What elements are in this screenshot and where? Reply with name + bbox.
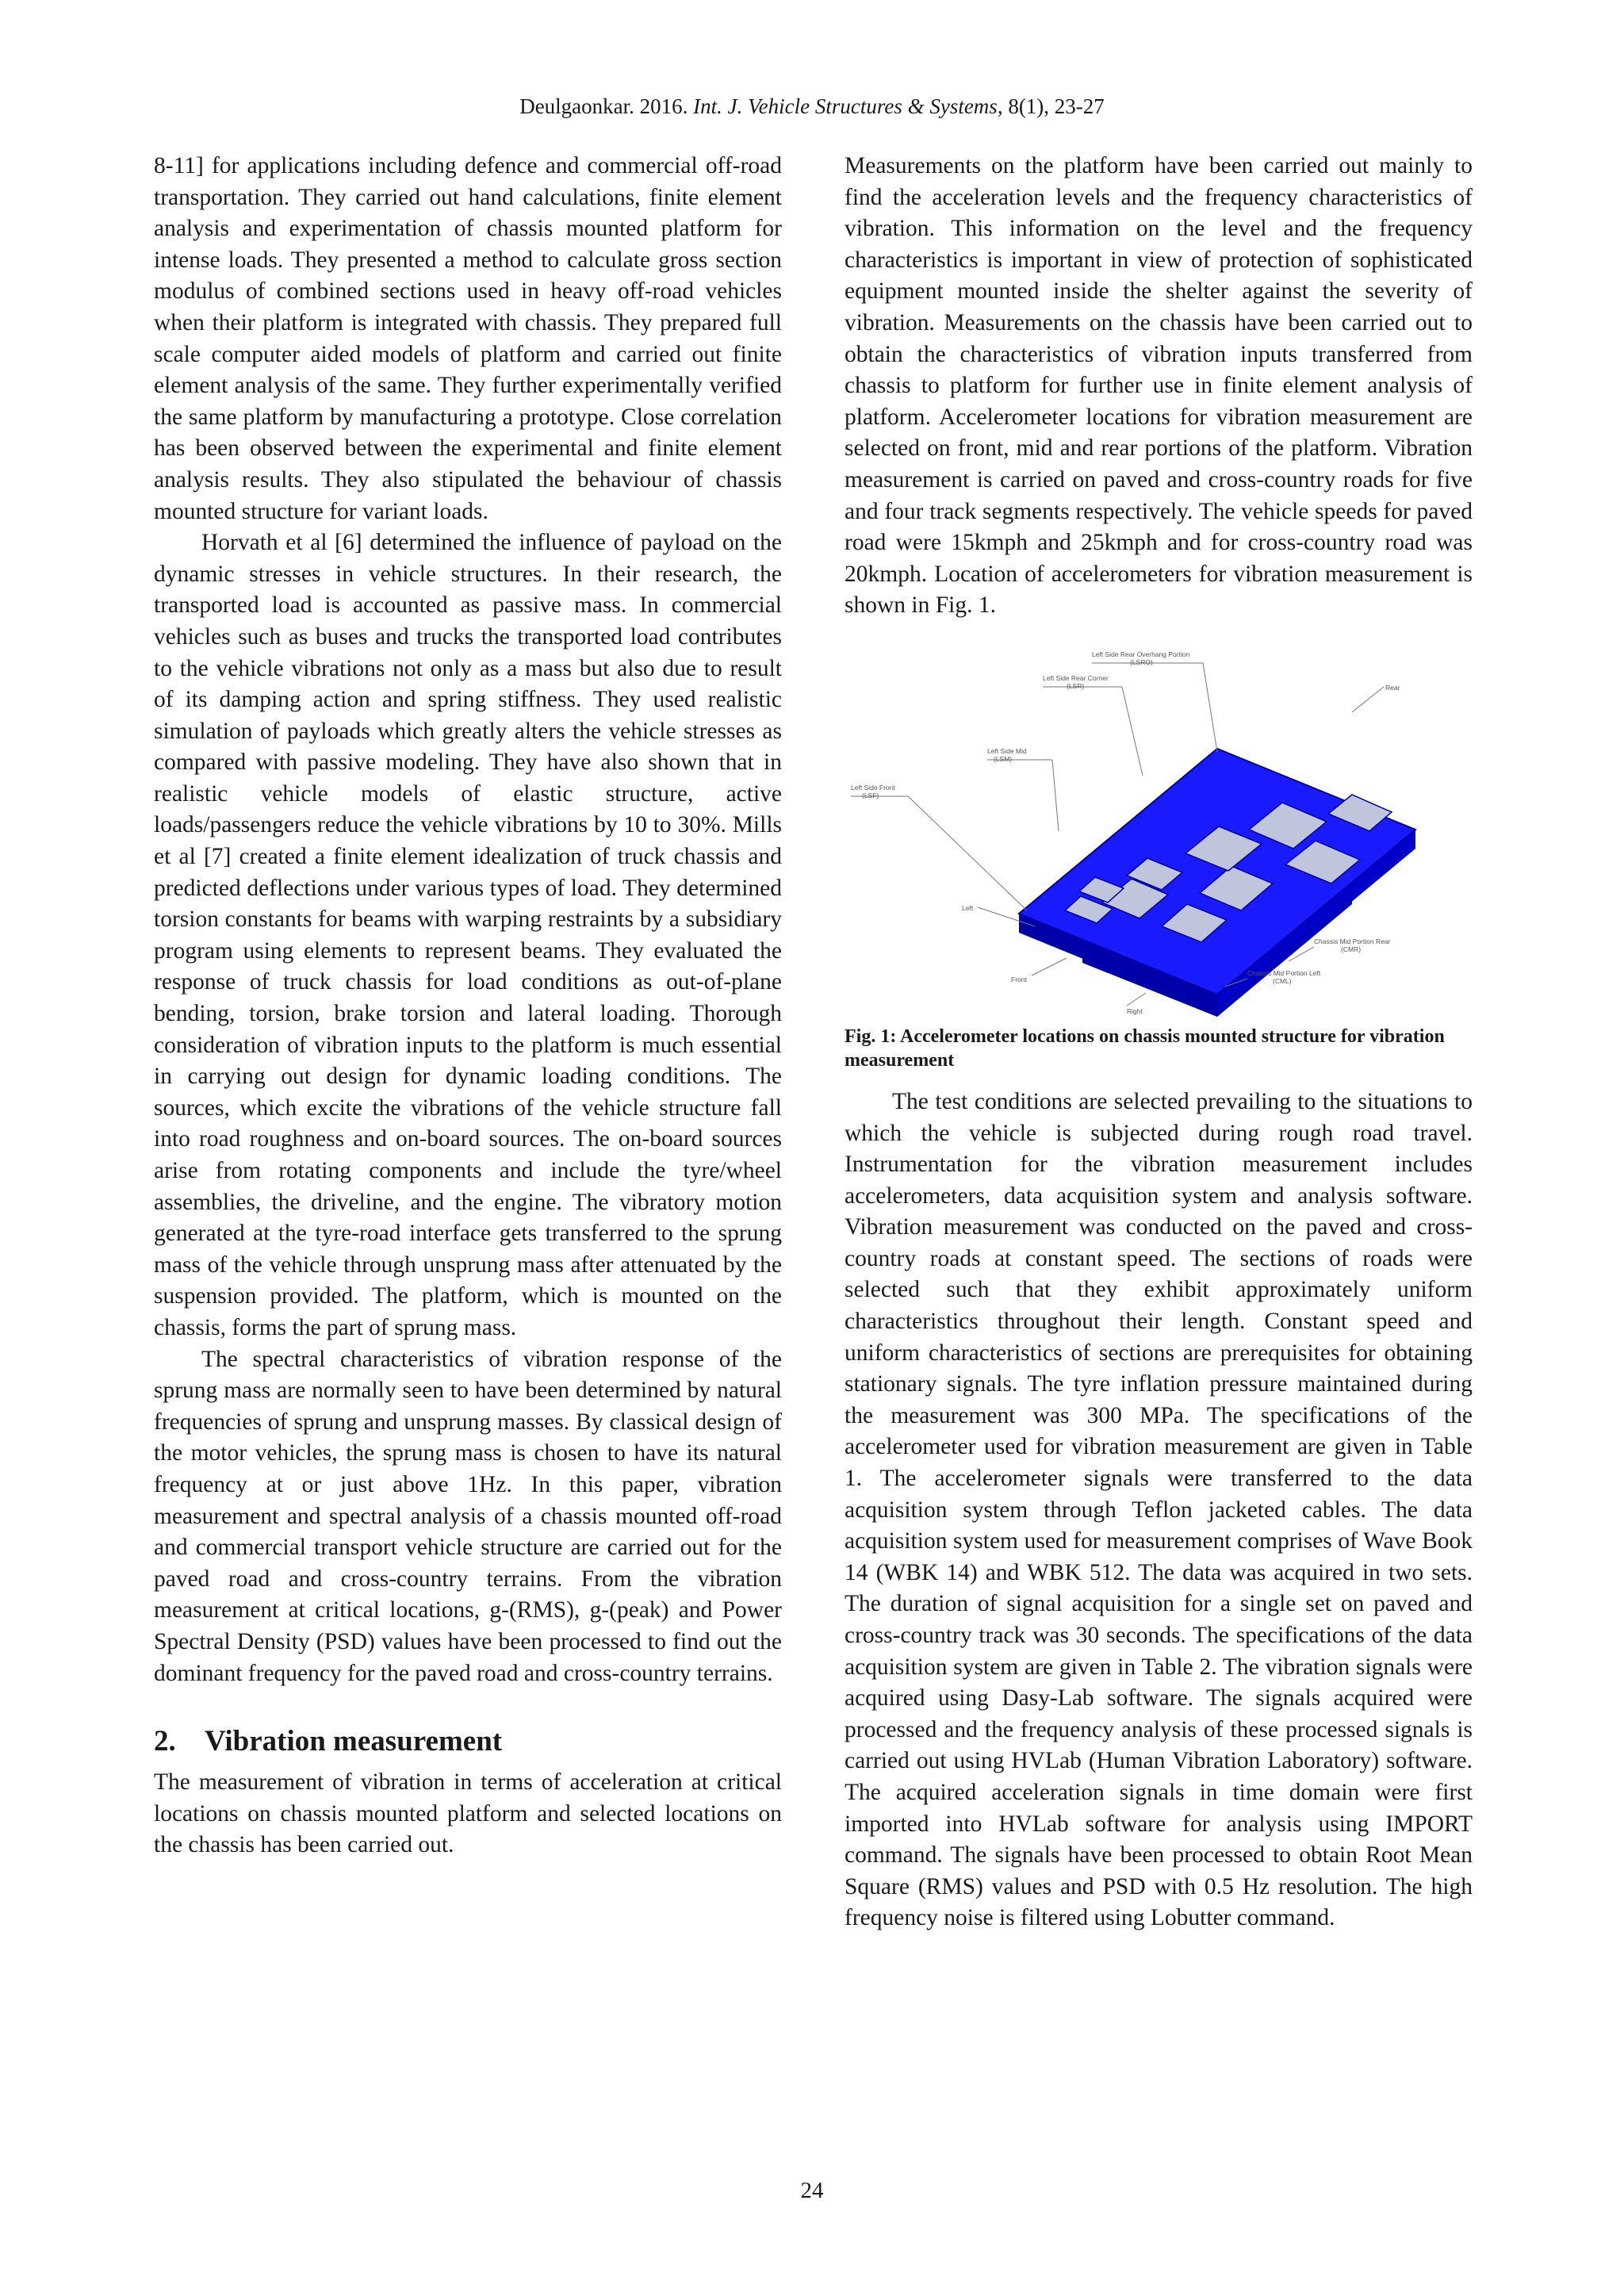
right-column [845,151,1473,1934]
label-rear: Rear [1385,683,1400,692]
section-heading [154,1724,782,1759]
label-lsm-code: (LSM) [994,754,1013,763]
label-cmr: Chassis Mid Portion Rear [1314,937,1391,945]
right-paragraph-2: The test conditions are selected prevailing to the situations to which the vehicle is subjected during rough road travel. Instrumentation for the vibration measurement includes accelerometers, data acquisition system and analysis software. Vibration measurement was conducted on the paved and cross-country roads at constant speed. The sections of roads were selected such that they exhibit approximately uniform characteristics throughout their length. Constant speed and uniform characteristics of sections are prerequisites for obtaining stationary signals. The tyre inflation pressure maintained during the measurement was 300 MPa. The specifications of the accelerometer used for vibration measurement are given in Table 1. The accelerometer signals were transferred to the data acquisition system through Teflon jacketed cables. The data acquisition system used for measurement comprises of Wave Book 14 (WBK 14) and WBK 512. The data was acquired in two sets. The duration of signal acquisition for a single set on paved and cross-country track was 30 seconds. The specifications of the data acquisition system are given in Table 2. The vibration signals were acquired using Dasy-Lab software. The signals acquired were processed and the frequency analysis of these processed signals is carried out using HVLab (Human Vibration Laboratory) software. The acquired acceleration signals in time domain were first imported into HVLab software for analysis using IMPORT command. The signals have been processed to obtain Root Mean Square (RMS) values and PSD with 0.5 Hz resolution. The high frequency noise is filtered using Lobutter command. [845,1088,1473,1931]
label-cml-code: (CML) [1273,976,1292,985]
right-paragraph-1: Measurements on the platform have been carried out mainly to find the acceleration levels and the frequency characteristics of vibration. This information on the level and the frequency characteristics is important in view of protection of sophisticated equipment mounted inside the shelter against the severity of vibration. Measurements on the chassis have been carried out to obtain the characteristics of vibration inputs transferred from chassis to platform for further use in finite element analysis of platform. Accelerometer locations for vibration measurement are selected on front, mid and rear portions of the platform. Vibration measurement is carried on paved and cross-country roads for five and four track segments respectively. The vehicle speeds for paved road were 15kmph and 25kmph and for cross-country road was 20kmph. Location of accelerometers for vibration measurement is shown in Fig. 1. [845,153,1473,619]
label-lsf-code: (LSF) [862,791,879,799]
running-head-author: Deulgaonkar. 2016. [519,94,694,118]
figure-caption: Fig. 1: Accelerometer locations on chassis mounted structure for vibration measurement [845,1025,1445,1071]
label-front: Front [1011,975,1027,983]
section-title: Vibration measurement [205,1725,503,1758]
left-paragraph-4: The measurement of vibration in terms of acceleration at critical locations on chassis mounted platform and selected locations on the chassis has been carried out. [154,1769,782,1858]
label-cml: Chassis Mid Portion Left [1247,968,1321,977]
left-column [154,151,782,1861]
label-right: Right [1127,1006,1143,1015]
left-paragraph-2: Horvath et al [6] determined the influence of payload on the dynamic stresses in vehicle structures. In their research, the transported load is accounted as passive mass. In commercial vehicles such as buses and trucks the transported load contributes to the vehicle vibrations not only as a mass but also due to result of its damping action and spring stiffness. They used realistic simulation of payloads which greatly alters the vehicle stresses as compared with passive modeling. They have also shown that in realistic vehicle models of elastic structure, active loads/passengers reduce the vehicle vibrations by 10 to 30%. Mills et al [7] created a finite element idealization of truck chassis and predicted deflections under various types of load. They determined torsion constants for beams with warping restraints by a subsidiary program using elements to represent beams. They evaluated the response of truck chassis for load conditions as out-of-plane bending, torsion, brake torsion and lateral loading. Thorough consideration of vibration inputs to the platform is much essential in carrying out design for dynamic loading conditions. The sources, which excite the vibrations of the vehicle structure fall into road roughness and on-board sources. The on-board sources arise from rotating components and include the tyre/wheel assemblies, the driveline, and the engine. The vibratory motion generated at the tyre-road interface gets transferred to the sprung mass of the vehicle through unsprung mass after attenuated by the suspension provided. The platform, which is mounted on the chassis, forms the part of sprung mass. [154,530,782,1340]
label-lsro-code: (LSRO) [1130,657,1153,666]
running-head [0,94,1624,119]
label-lsf: Left Side Front [851,783,895,792]
platform-top-deck [1019,749,1415,995]
running-head-journal: Int. J. Vehicle Structures & Systems [693,94,998,118]
label-lsro: Left Side Rear Overhang Portion [1092,650,1190,658]
page-number: 24 [800,2178,824,2203]
label-lsm: Left Side Mid [987,746,1027,755]
label-lsr-code: (LSR) [1067,681,1085,690]
label-cmr-code: (CMR) [1341,945,1362,953]
platform-illustration [845,641,1473,1017]
label-lsr: Left Side Rear Corner [1043,673,1109,682]
left-paragraph-3: The spectral characteristics of vibration response of the sprung mass are normally seen to have been determined by natural frequencies of sprung and unsprung masses. By classical design of the motor vehicles, the sprung mass is chosen to have its natural frequency at or just above 1Hz. In this paper, vibration measurement and spectral analysis of a chassis mounted off-road and commercial transport vehicle structure are carried out for the paved road and cross-country terrains. From the vibration measurement at critical locations, g-(RMS), g-(peak) and Power Spectral Density (PSD) values have been processed to find out the dominant frequency for the paved road and cross-country terrains. [154,1346,782,1686]
section-number: 2. [154,1725,176,1758]
running-head-volume: , 8(1), 23-27 [997,94,1105,118]
label-left: Left [962,903,974,912]
figure-1 [845,641,1473,1017]
left-paragraph-1: 8-11] for applications including defence and commercial off-road transportation. They carried out hand calculations, finite element analysis and experimentation of chassis mounted platform for intense loads. They presented a method to calculate gross section modulus of combined sections used in heavy off-road vehicles when their platform is integrated with chassis. They prepared full scale computer aided models of platform and carried out finite element analysis of the same. They further experimentally verified the same platform by manufacturing a prototype. Close correlation has been observed between the experimental and finite element analysis results. They also stipulated the behaviour of chassis mounted structure for variant loads. [154,153,782,524]
